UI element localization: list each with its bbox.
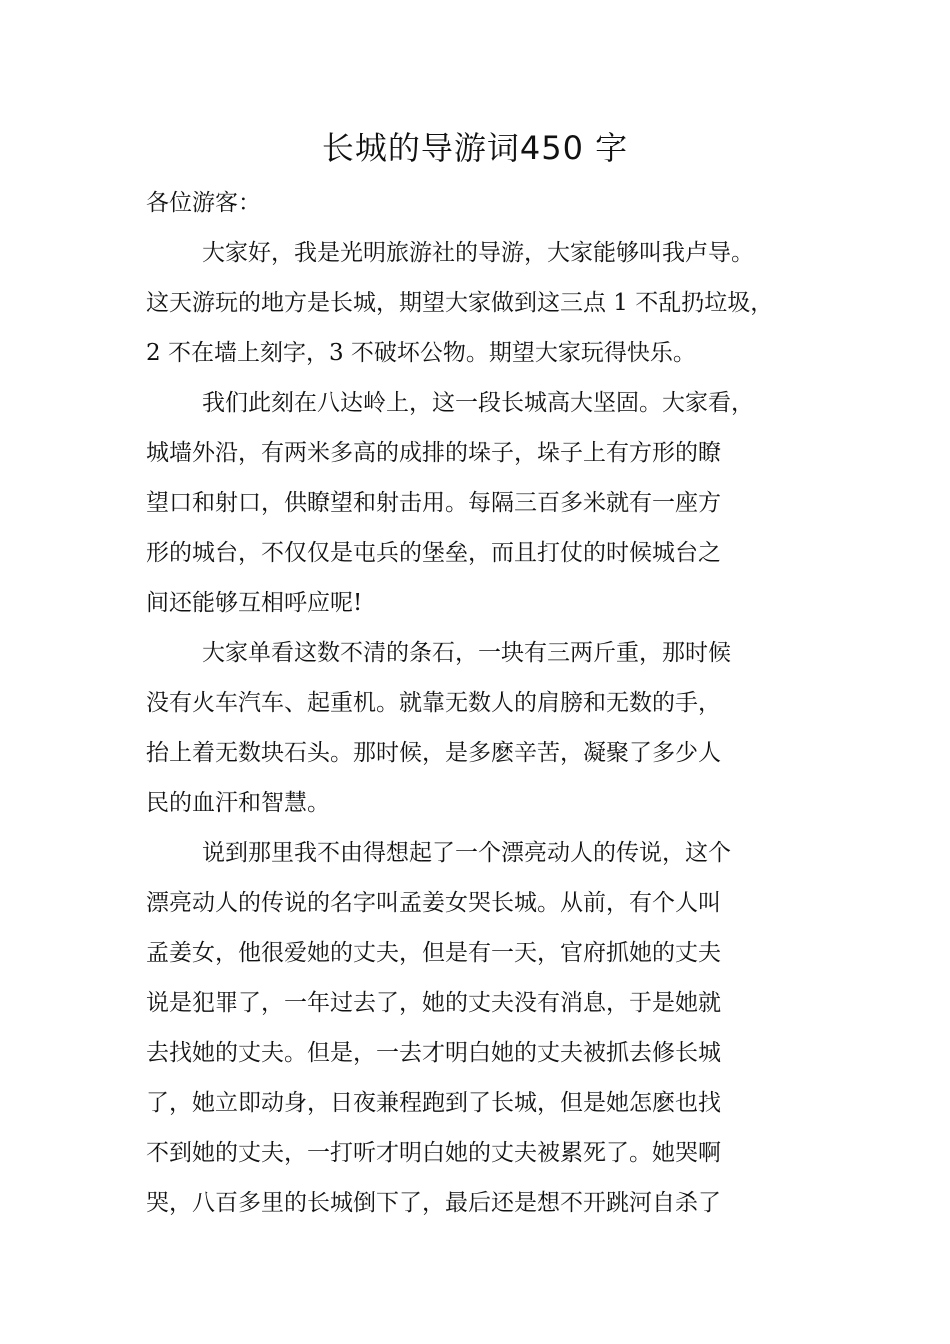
document-title: 长城的导游词450 字 xyxy=(321,129,629,167)
paragraph-line: 望口和射口，供瞭望和射击用。每隔三百多米就有一座方 xyxy=(146,490,721,516)
paragraph-line: 大家单看这数不清的条石，一块有三两斤重，那时候 xyxy=(202,640,731,666)
document-body xyxy=(146,178,810,1228)
paragraph-line: 民的血汗和智慧。 xyxy=(146,790,330,816)
paragraph-line: 这天游玩的地方是长城，期望大家做到这三点 1 不乱扔垃圾， xyxy=(146,290,774,316)
paragraph-greeting xyxy=(146,228,810,378)
paragraph-line: 说是犯罪了，一年过去了，她的丈夫没有消息，于是她就 xyxy=(146,990,721,1016)
paragraph-line: 间还能够互相呼应呢! xyxy=(146,590,363,616)
paragraph-line: 形的城台，不仅仅是屯兵的堡垒，而且打仗的时候城台之 xyxy=(146,540,721,566)
paragraph-line: 我们此刻在八达岭上，这一段长城高大坚固。大家看， xyxy=(202,390,754,416)
paragraph-line: 去找她的丈夫。但是，一去才明白她的丈夫被抓去修长城 xyxy=(146,1040,721,1066)
paragraph-line: 哭，八百多里的长城倒下了，最后还是想不开跳河自杀了 xyxy=(146,1190,721,1216)
paragraph-line: 了，她立即动身，日夜兼程跑到了长城，但是她怎麽也找 xyxy=(146,1090,721,1116)
paragraph-line: 2 不在墙上刻字，3 不破坏公物。期望大家玩得快乐。 xyxy=(146,340,696,366)
paragraph-line: 漂亮动人的传说的名字叫孟姜女哭长城。从前，有个人叫 xyxy=(146,890,721,916)
salutation: 各位游客： xyxy=(146,190,261,216)
paragraph-line: 抬上着无数块石头。那时候，是多麽辛苦，凝聚了多少人 xyxy=(146,740,721,766)
paragraph-line: 说到那里我不由得想起了一个漂亮动人的传说，这个 xyxy=(202,840,731,866)
paragraph-line: 城墙外沿，有两米多高的成排的垛子，垛子上有方形的瞭 xyxy=(146,440,721,466)
paragraph-legend xyxy=(146,828,810,1228)
paragraph-line: 没有火车汽车、起重机。就靠无数人的肩膀和无数的手， xyxy=(146,690,721,716)
paragraph-line: 孟姜女，他很爱她的丈夫，但是有一天，官府抓她的丈夫 xyxy=(146,940,721,966)
paragraph-line: 不到她的丈夫，一打听才明白她的丈夫被累死了。她哭啊 xyxy=(146,1140,721,1166)
paragraph-stones xyxy=(146,628,810,828)
paragraph-badaling xyxy=(146,378,810,628)
paragraph-line: 大家好，我是光明旅游社的导游，大家能够叫我卢导。 xyxy=(202,240,754,266)
